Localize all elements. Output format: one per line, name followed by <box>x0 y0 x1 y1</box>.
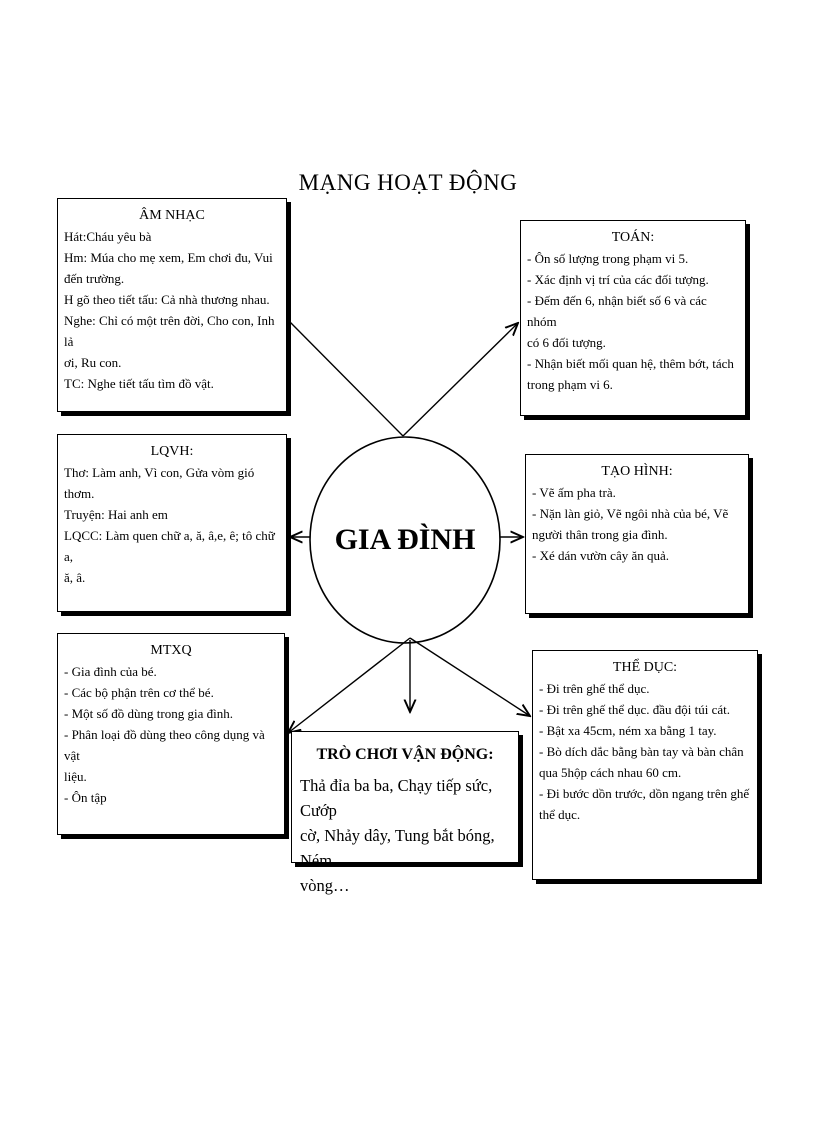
box-line: - Nhận biết mối quan hệ, thêm bớt, tách <box>527 356 734 371</box>
box-mtxq <box>57 633 285 835</box>
box-line: Thơ: Làm anh, Vì con, Gửa vòm gió <box>64 465 255 480</box>
box-heading: THỂ DỤC: <box>612 660 678 675</box>
box-line: Thả đỉa ba ba, Chạy tiếp sức, Cướp <box>300 776 493 820</box>
box-line: - Gia đình của bé. <box>64 664 157 679</box>
box-the-duc <box>532 650 758 880</box>
box-tro-choi-van-dong <box>291 731 519 895</box>
box-line: vòng… <box>300 876 350 895</box>
box-line: - Nặn làn giỏ, Vẽ ngôi nhà của bé, Vẽ <box>532 506 729 521</box>
box-line: - Xác định vị trí của các đối tượng. <box>527 272 709 287</box>
box-line: liệu. <box>64 769 87 784</box>
arrow-to-am-nhac <box>288 320 403 436</box>
box-heading: TRÒ CHƠI VẬN ĐỘNG: <box>316 746 494 763</box>
box-line: - Một số đồ dùng trong gia đình. <box>64 706 233 721</box>
box-line: đến trường. <box>64 271 125 286</box>
box-line: - Đếm đến 6, nhận biết số 6 và các nhóm <box>527 293 707 329</box>
box-line: - Xé dán vườn cây ăn quả. <box>532 548 670 563</box>
box-line: cờ, Nhảy dây, Tung bắt bóng, Ném <box>300 826 495 870</box>
box-line: - Đi trên ghế thể dục. đầu đội túi cát. <box>539 702 730 717</box>
box-line: Truyện: Hai anh em <box>64 507 168 522</box>
box-heading: MTXQ <box>150 643 192 658</box>
hub-label: GIA ĐÌNH <box>334 523 476 556</box>
box-line: - Bò dích dắc bằng bàn tay và bàn chân <box>539 744 744 759</box>
diagram-title: MẠNG HOẠT ĐỘNG <box>298 170 518 195</box>
box-line: TC: Nghe tiết tấu tìm đồ vật. <box>64 376 214 391</box>
box-line: H gõ theo tiết tấu: Cả nhà thương nhau. <box>64 292 270 307</box>
box-line: - Ôn tập <box>64 790 107 805</box>
box-line: LQCC: Làm quen chữ a, ă, â,e, ê; tô chữ a, <box>64 528 275 564</box>
box-toan <box>520 220 746 416</box>
arrow-to-mtxq <box>288 638 410 733</box>
box-line: trong phạm vi 6. <box>527 377 613 392</box>
box-line: ă, â. <box>64 570 86 585</box>
box-line: Hát:Cháu yêu bà <box>64 229 152 244</box>
box-lqvh <box>57 434 287 612</box>
box-tao-hinh <box>525 454 749 614</box>
box-line: - Bật xa 45cm, ném xa bằng 1 tay. <box>539 723 717 738</box>
box-heading: TOÁN: <box>611 230 655 245</box>
box-line: thể dục. <box>539 807 581 822</box>
box-line: - Ôn số lượng trong phạm vi 5. <box>527 251 689 266</box>
box-heading: TẠO HÌNH: <box>601 464 673 479</box>
box-line: - Vẽ ấm pha trà. <box>532 485 616 500</box>
box-am-nhac <box>57 198 287 412</box>
box-line: thơm. <box>64 486 95 501</box>
box-heading: LQVH: <box>150 444 194 459</box>
box-line: qua 5hộp cách nhau 60 cm. <box>539 765 682 780</box>
box-line: - Các bộ phận trên cơ thể bé. <box>64 685 214 700</box>
box-line: Hm: Múa cho mẹ xem, Em chơi đu, Vui <box>64 250 273 265</box>
box-line: Nghe: Chỉ có một trên đời, Cho con, Inh lả <box>64 313 275 349</box>
box-line: có 6 đối tượng. <box>527 335 606 350</box>
box-line: - Đi bước dồn trước, dồn ngang trên ghế <box>539 786 750 801</box>
arrow-to-toan <box>403 323 518 436</box>
box-line: ơi, Ru con. <box>64 355 122 370</box>
box-heading: ÂM NHẠC <box>139 208 205 223</box>
box-line: người thân trong gia đình. <box>532 527 668 542</box>
arrow-to-the-duc <box>410 638 530 716</box>
box-line: - Phân loại đồ dùng theo công dụng và vật <box>64 727 265 763</box>
box-line: - Đi trên ghế thể dục. <box>539 681 650 696</box>
